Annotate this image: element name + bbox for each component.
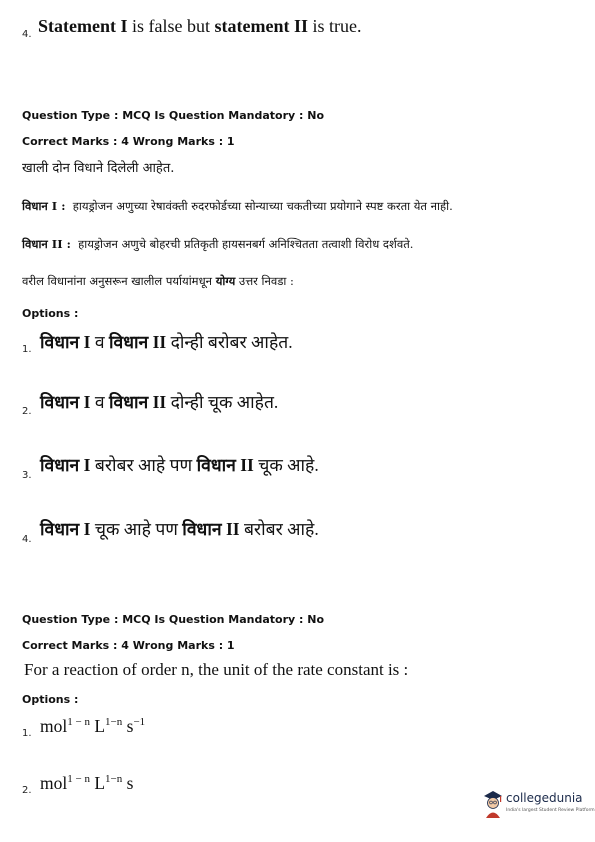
statement-2-label: विधान II : (22, 237, 71, 251)
question-text: For a reaction of order n, the unit of the rate constant is : (24, 660, 409, 679)
statement-2: विधान II : हायड्रोजन अणुचे बोहरची प्रतिकृती हायसनबर्ग अनिश्चितता तत्वाशी विरोध दर्शवते. (22, 237, 414, 251)
option-number: 4. (22, 534, 32, 545)
marks-meta: Correct Marks : 4 Wrong Marks : 1 (22, 135, 235, 148)
instruction: वरील विधानांना अनुसरून खालील पर्यायांमधून योग्य उत्तर निवडा : (22, 274, 294, 288)
question-intro: खाली दोन विधाने दिलेली आहेत. (22, 161, 175, 176)
option-2: विधान I व विधान II दोन्ही चूक आहेत. (40, 392, 279, 412)
logo-name: collegedunia (506, 791, 583, 805)
option-2: mol$^{1 - n}$ $L^{1-n}$ s (40, 773, 134, 793)
option-number: 3. (22, 470, 32, 481)
option-text: Statement I is false but statement II is true. (38, 16, 362, 36)
option-number: 2. (22, 785, 32, 796)
marks-meta: Correct Marks : 4 Wrong Marks : 1 (22, 639, 235, 652)
statement-1: विधान I : हायड्रोजन अणुच्या रेषावंक्ती रुदरफोर्डच्या सोन्याच्या चकतीच्या प्रयोगाने स्पष्ट करता येत नाही. (22, 199, 453, 213)
statement-label: statement II (214, 16, 308, 36)
option-1: mol$^{1 - n}$ $L^{1-n}$ $s^{-1}$ (40, 716, 146, 736)
options-label: Options : (22, 307, 79, 320)
statement-label: Statement I (38, 16, 128, 36)
option-3: विधान I बरोबर आहे पण विधान II चूक आहे. (40, 455, 319, 475)
option-number: 1. (22, 344, 32, 355)
option-4: विधान I चूक आहे पण विधान II बरोबर आहे. (40, 519, 319, 539)
options-label: Options : (22, 693, 79, 706)
statement-1-label: विधान I : (22, 199, 66, 213)
option-number: 4. (22, 29, 32, 40)
logo-tagline: India's largest Student Review Platform (506, 808, 595, 813)
option-number: 2. (22, 406, 32, 417)
question-meta: Question Type : MCQ Is Question Mandatory : No (22, 613, 325, 626)
option-1: विधान I व विधान II दोन्ही बरोबर आहेत. (40, 332, 293, 352)
question-meta: Question Type : MCQ Is Question Mandatory : No (22, 109, 325, 122)
collegedunia-logo (482, 787, 595, 823)
option-number: 1. (22, 728, 32, 739)
student-mascot-icon (482, 789, 504, 819)
